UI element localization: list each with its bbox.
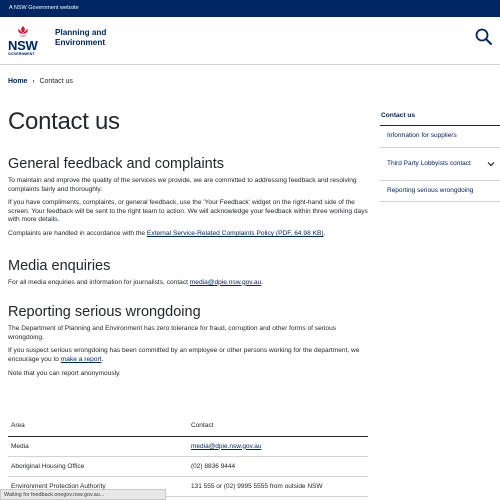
side-navigation [380, 108, 500, 202]
breadcrumb-home-link[interactable]: Home [8, 78, 28, 85]
complaints-policy-text [8, 230, 370, 239]
table-header-row [8, 416, 368, 436]
wrongdoing-report-prefix: If you suspect serious wrongdoing has been committed by an employee or other persons working for the department, we encourage you to [8, 347, 360, 363]
complaints-policy-link[interactable]: External Service-Related Complaints Policy (PDF, 64.98 KB) [146, 229, 324, 237]
wrongdoing-heading: Reporting serious wrongdoing [8, 304, 201, 321]
general-feedback-heading: General feedback and complaints [8, 156, 225, 172]
sidenav-item-lobbyists[interactable] [380, 148, 500, 181]
complaints-policy-prefix: Complaints are handled in accordance with the [8, 229, 147, 237]
table-row [8, 456, 368, 476]
table-cell-area: Environment Protection Authority [8, 476, 188, 496]
waratah-icon [16, 25, 30, 39]
sidenav-item-label: Reporting serious wrongdoing [387, 186, 474, 194]
table-cell-area: Media [8, 436, 188, 456]
make-report-link[interactable]: make a report [60, 355, 102, 363]
media-enquiries-suffix: . [261, 278, 264, 286]
table-header-contact: Contact [188, 416, 368, 436]
table-cell-area: Aboriginal Housing Office [8, 456, 188, 476]
media-enquiries-text [8, 279, 370, 288]
table-cell-contact: (02) 8836 9444 [188, 456, 368, 476]
general-feedback-section [8, 156, 370, 239]
table-cell-contact: 131 555 or (02) 9995 5555 from outside NSW [188, 476, 368, 496]
media-email-link[interactable]: media@dpie.nsw.gov.au [189, 278, 262, 286]
site-header [0, 17, 500, 65]
government-banner [0, 0, 500, 17]
site-name[interactable] [55, 28, 106, 48]
main-content [8, 108, 370, 383]
media-enquiries-heading: Media enquiries [8, 257, 111, 274]
browser-status-bar [0, 489, 166, 500]
media-enquiries-prefix: For all media enquiries and information for journalists, contact [8, 278, 190, 286]
contacts-table [8, 416, 368, 497]
page-title: Contact us [8, 108, 120, 135]
site-name-line2: Environment [55, 38, 106, 47]
table-row [8, 436, 368, 456]
logo-wordmark: NSW [8, 38, 38, 53]
table-cell-contact [188, 436, 368, 456]
chevron-down-icon[interactable] [487, 160, 495, 168]
government-banner-text: A NSW Government website [9, 5, 79, 11]
sidenav-item-suppliers[interactable] [380, 126, 500, 148]
table-header-area: Area [8, 416, 188, 436]
sidenav-item-label: Third Party Lobbyists contact [387, 159, 471, 167]
sidenav-heading[interactable]: Contact us [380, 108, 500, 126]
nsw-logo[interactable] [8, 25, 38, 59]
sidenav-item-label: Information for suppliers [387, 132, 457, 140]
status-text: Waiting for feedback.onegov.nsw.gov.au... [4, 492, 105, 498]
general-feedback-intro: To maintain and improve the quality of the services we provide, we are committed to addressing feedback and resolving complaints fairly and thoroughly. [8, 177, 357, 193]
site-name-line1: Planning and [55, 28, 107, 37]
breadcrumb [8, 78, 73, 85]
wrongdoing-report-text [8, 347, 370, 364]
wrongdoing-report-suffix: . [101, 355, 104, 363]
wrongdoing-intro: The Department of Planning and Environment has zero tolerance for fraud, corruption and other forms of serious wrongdoing. [8, 325, 337, 341]
search-icon[interactable] [474, 27, 494, 47]
logo-subtext: GOVERNMENT [8, 52, 35, 56]
wrongdoing-section [8, 304, 370, 378]
breadcrumb-current: Contact us [39, 78, 73, 85]
complaints-policy-suffix: . [323, 229, 326, 237]
media-enquiries-section [8, 258, 370, 288]
anonymous-note: Note that you can report anonymously. [8, 369, 121, 377]
chevron-right-icon: › [32, 78, 35, 85]
sidenav-item-wrongdoing[interactable] [380, 181, 500, 202]
general-feedback-instructions: If you have compliments, complaints, or general feedback, use the 'Your Feedback' widget on the right-hand side of the screen. Your feedback will be sent to the right team to action. We will acknowledge your feedback within three working days with more details. [8, 199, 368, 224]
media-contact-link[interactable]: media@dpie.nsw.gov.au [191, 442, 262, 450]
